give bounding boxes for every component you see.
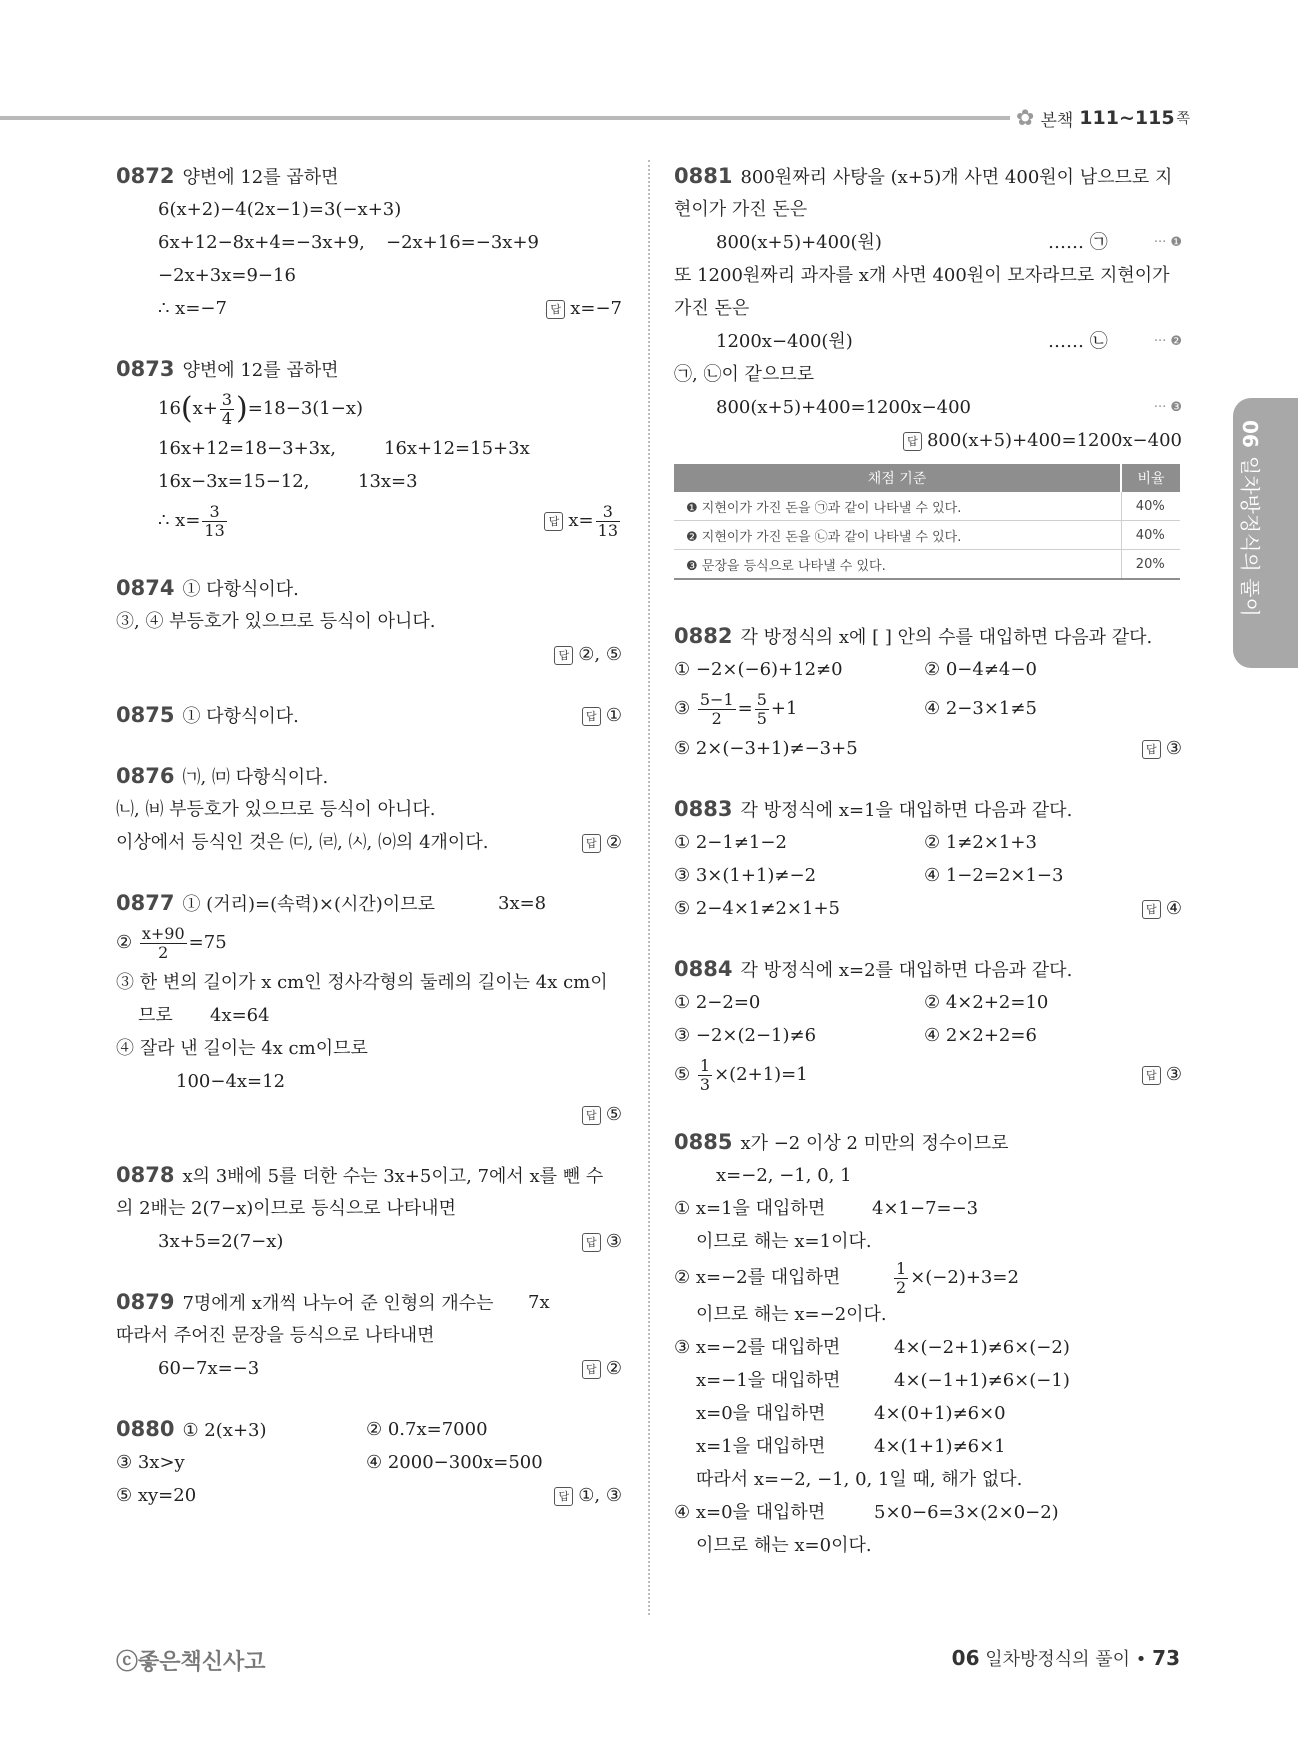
problem-0877: 0877 ① (거리)=(속력)×(시간)이므로 3x=8 ② $\frac{x+90}{2}$ =75 ③ 한 변의 길이가 x cm인 정사각형의 둘레의 길이는 4x cm이 므로 4x=64 ④ 잘라 낸 길이는 4x cm이므로 100−4x=12 답 ⑤ xyxy=(116,887,622,1131)
right-column-lower xyxy=(674,620,1182,1562)
answer: 답 x=−7 xyxy=(546,292,622,325)
answer: 답 ③ xyxy=(582,1225,622,1258)
answer-icon: 답 xyxy=(1142,740,1161,759)
problem-0875: 0875 ① 다항식이다. 답 ① xyxy=(116,699,622,732)
table-row: ❷ 지현이가 가진 돈을 ㉡과 같이 나타낼 수 있다. 40% xyxy=(674,521,1180,550)
problem-number: 0881 xyxy=(674,164,733,188)
problem-number: 0884 xyxy=(674,957,733,981)
problem-number: 0882 xyxy=(674,624,733,648)
problem-0882: 0882 각 방정식의 x에 [ ] 안의 수를 대입하면 다음과 같다. ① −2×(−6)+12≠0 ② 0−4≠4−0 ③ $\frac{5-1}{2}$ = $\frac{5}{5}$ +1 ④ 2−3×1≠5 ⑤ 2×(−3+1)≠−3+5 답 ③ xyxy=(674,620,1182,765)
fraction: $\frac{x+90}{2}$ xyxy=(141,923,185,962)
problem-number: 0872 xyxy=(116,164,175,188)
answer-icon: 답 xyxy=(554,646,573,665)
problem-0879: 0879 7명에게 x개씩 나누어 준 인형의 개수는 7x 따라서 주어진 문장을 등식으로 나타내면 60−7x=−3 답 ② xyxy=(116,1286,622,1385)
problem-0884: 0884 각 방정식에 x=2를 대입하면 다음과 같다. ① 2−2=0 ② 4×2+2=10 ③ −2×(2−1)≠6 ④ 2×2+2=6 ⑤ $\frac{1}{3}$ ×(2+1)=1 답 ③ xyxy=(674,953,1182,1098)
right-column xyxy=(674,160,1182,457)
problem-0874: 0874 ① 다항식이다. ③, ④ 부등호가 있으므로 등식이 아니다. 답 ②, ⑤ xyxy=(116,572,622,671)
column-divider xyxy=(648,160,650,1615)
answer: 답 ④ xyxy=(1142,892,1182,925)
fraction: $\frac{3}{13}$ xyxy=(204,501,225,540)
answer: 답 x= $\frac{3}{13}$ xyxy=(544,498,622,544)
table-row: ❸ 문장을 등식으로 나타낼 수 있다. 20% xyxy=(674,550,1180,580)
answer: 답 ② xyxy=(582,826,622,859)
fraction: $\frac{3}{4}$ xyxy=(221,389,233,428)
answer-icon: 답 xyxy=(544,512,563,531)
page-footer: 06 일차방정식의 풀이 • 73 xyxy=(951,1646,1180,1670)
ratio-header: 비율 xyxy=(1121,464,1180,492)
answer: 답 ⑤ xyxy=(582,1098,622,1131)
answer-icon: 답 xyxy=(546,300,565,319)
grading-criteria-table xyxy=(674,464,1180,580)
problem-0876: 0876 ㈀, ㈄ 다항식이다. ㈁, ㈅ 부등호가 있으므로 등식이 아니다. 이상에서 등식인 것은 ㈂, ㈃, ㈆, ㈇의 4개이다. 답 ② xyxy=(116,760,622,859)
answer-icon: 답 xyxy=(903,432,922,451)
problem-number: 0878 xyxy=(116,1163,175,1187)
problem-number: 0873 xyxy=(116,357,175,381)
answer-icon: 답 xyxy=(582,834,601,853)
answer-icon: 답 xyxy=(582,1233,601,1252)
problem-number: 0880 xyxy=(116,1417,175,1441)
problem-number: 0876 xyxy=(116,764,175,788)
answer: 답 800(x+5)+400=1200x−400 xyxy=(903,424,1182,457)
problem-number: 0885 xyxy=(674,1130,733,1154)
book-page-reference: ✿ 본책 111~115 쪽 xyxy=(1016,105,1191,131)
problem-0880: 0880 ① 2(x+3) ② 0.7x=7000 ③ 3x>y ④ 2000−300x=500 ⑤ xy=20 답 ①, ③ xyxy=(116,1413,622,1512)
problem-number: 0883 xyxy=(674,797,733,821)
flower-icon: ✿ xyxy=(1016,105,1035,131)
problem-0881: 0881 800원짜리 사탕을 (x+5)개 사면 400원이 남으므로 지 현이가 가진 돈은 800(x+5)+400(원) …… ㉠ ··· ❶ 또 1200원짜리 과자를 x개 사면 400원이 모자라므로 지현이가 가진 돈은 1200x−400(원) …… ㉡ ··· ❷ ㉠, ㉡이 같으므로 800(x+5)+400=1200x−400 ··· ❸ 답 800(x+5)+400=1200x−400 xyxy=(674,160,1182,457)
problem-0883: 0883 각 방정식에 x=1을 대입하면 다음과 같다. ① 2−1≠1−2 ② 1≠2×1+3 ③ 3×(1+1)≠−2 ④ 1−2=2×1−3 ⑤ 2−4×1≠2×1+5 답 ④ xyxy=(674,793,1182,925)
answer: 답 ② xyxy=(582,1352,622,1385)
criteria-header: 채점 기준 xyxy=(674,464,1121,492)
problem-number: 0875 xyxy=(116,703,175,727)
answer-icon: 답 xyxy=(1142,1066,1161,1085)
table-row: ❶ 지현이가 가진 돈을 ㉠과 같이 나타낼 수 있다. 40% xyxy=(674,492,1180,521)
left-column xyxy=(116,160,622,1512)
problem-0872: 0872 양변에 12를 곱하면 6(x+2)−4(2x−1)=3(−x+3) 6x+12−8x+4=−3x+9, −2x+16=−3x+9 −2x+3x=9−16 ∴ x=−7 답 x=−7 xyxy=(116,160,622,325)
answer: 답 ②, ⑤ xyxy=(554,638,622,671)
answer-icon: 답 xyxy=(582,1106,601,1125)
publisher-logo: ⓒ좋은책신사고 xyxy=(116,1650,266,1675)
problem-0878: 0878 x의 3배에 5를 더한 수는 3x+5이고, 7에서 x를 뺀 수 의 2배는 2(7−x)이므로 등식으로 나타내면 3x+5=2(7−x) 답 ③ xyxy=(116,1159,622,1258)
answer: 답 ①, ③ xyxy=(554,1479,622,1512)
problem-0885: 0885 x가 −2 이상 2 미만의 정수이므로 x=−2, −1, 0, 1 ① x=1을 대입하면 4×1−7=−3 이므로 해는 x=1이다. ② x=−2를 대입하면 $\frac{1}{2}$ ×(−2)+3=2 이므로 해는 x=−2이다. ③ x=−2를 대입하면 4×(−2+1)≠6×(−2) x=−1을 대입하면 4×(−1+1)≠6×(−1) x=0을 대입하면 4×(0+1)≠6×0 x=1을 대입하면 4×(1+1)≠6×1 따라서 x=−2, −1, 0, 1일 때, 해가 없다. ④ x=0을 대입하면 5×0−6=3×(2×0−2) 이므로 해는 x=0이다. xyxy=(674,1130,1070,1556)
header-rule xyxy=(0,116,1010,120)
chapter-tab-label: 06일차방정식의 풀이 xyxy=(1238,420,1262,617)
answer-icon: 답 xyxy=(1142,900,1161,919)
problem-number: 0879 xyxy=(116,1290,175,1314)
answer: 답 ③ xyxy=(1142,732,1182,765)
problem-number: 0877 xyxy=(116,891,175,915)
answer-icon: 답 xyxy=(582,1360,601,1379)
page-number: 73 xyxy=(1152,1646,1180,1670)
answer-icon: 답 xyxy=(554,1487,573,1506)
problem-0873: 0873 양변에 12를 곱하면 16(x+ $\frac{3}{4}$ )=18−3(1−x) 16x+12=18−3+3x, 16x+12=15+3x 16x−3x=15−12, 13x=3 ∴ x= $\frac{3}{13}$ 답 x= $\frac{3}{13}$ xyxy=(116,353,622,544)
answer: 답 ① xyxy=(582,699,622,732)
problem-number: 0874 xyxy=(116,576,175,600)
answer: 답 ③ xyxy=(1142,1052,1182,1098)
answer-icon: 답 xyxy=(582,707,601,726)
